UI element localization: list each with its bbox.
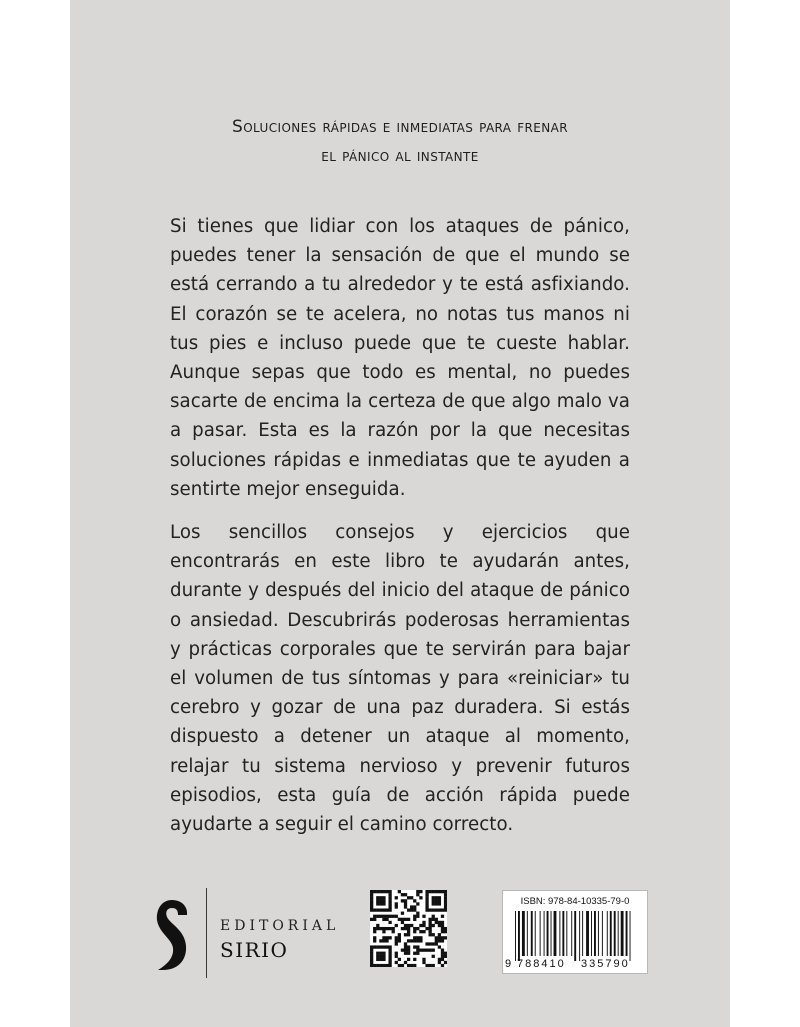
cover-heading-line1: Soluciones rápidas e inmediatas para frenar bbox=[232, 117, 568, 137]
back-cover bbox=[70, 0, 730, 1027]
isbn-barcode bbox=[502, 890, 648, 974]
cover-blurb bbox=[170, 212, 630, 839]
qr-code-icon bbox=[370, 890, 447, 967]
isbn-label: ISBN: 978-84-10335-79-0 bbox=[520, 896, 630, 907]
blurb-paragraph-1: Si tienes que lidiar con los ataques de pánico, puedes tener la sensación de que el mundo se está cerrando a tu alrededor y te está asfixiando. El corazón se te acelera, no notas tus manos ni tus pies e incluso puede que te cueste hablar. Aunque sepas que todo es mental, no puedes sacarte de encima la certeza de que algo malo va a pasar. Esta es la razón por la que necesitas soluciones rápidas e inmediatas que te ayuden a sentirte mejor enseguida. bbox=[170, 216, 630, 500]
publisher-divider bbox=[206, 888, 207, 978]
publisher-name-text: SIRIO bbox=[220, 938, 289, 962]
barcode-digits-right: 335790 bbox=[581, 958, 630, 970]
publisher-logo bbox=[154, 888, 340, 978]
blurb-paragraph-2: Los sencillos consejos y ejercicios que encontrarás en este libro te ayudarán antes, durante y después del inicio del ataque de pánico o ansiedad. Descubrirás poderosas herramientas y prácticas corporales que te servirán para bajar el volumen de tus síntomas y para «reiniciar» tu cerebro y gozar de una paz duradera. Si estás dispuesto a detener un ataque al momento, relajar tu sistema nervioso y prevenir futuros episodios, esta guía de acción rápida puede ayudarte a seguir el camino correcto. bbox=[170, 522, 630, 836]
barcode-digits-left: 788410 bbox=[517, 958, 566, 970]
qr-code bbox=[370, 890, 447, 967]
barcode-digit-first: 9 bbox=[505, 958, 512, 970]
cover-heading-line2: el pánico al instante bbox=[321, 146, 479, 166]
barcode-bars-icon bbox=[507, 911, 643, 961]
swan-logo-icon bbox=[154, 900, 190, 970]
barcode-digits bbox=[505, 958, 645, 970]
publisher-editorial-text: EDITORIAL bbox=[220, 918, 340, 934]
